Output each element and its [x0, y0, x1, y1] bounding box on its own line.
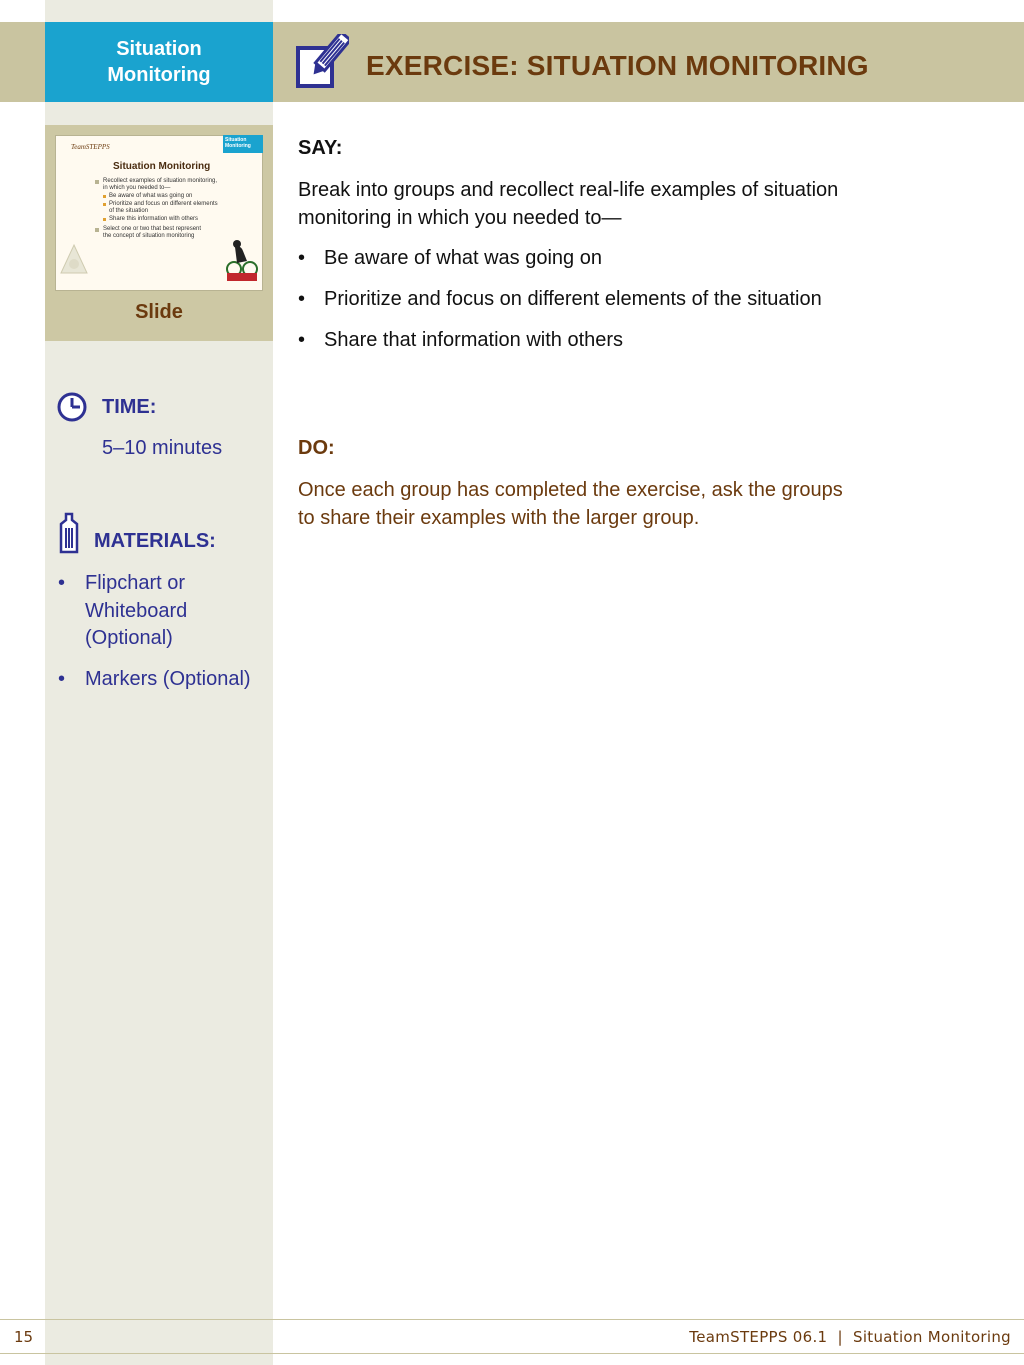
say-text: Break into groups and recollect real-life examples of situation monitoring in which you needed to—: [298, 179, 839, 229]
list-item: [58, 570, 258, 653]
materials-item: Markers (Optional): [85, 667, 251, 690]
thumbnail-bullet: [95, 180, 99, 184]
thumbnail-section-tab: Situation Monitoring: [223, 135, 263, 153]
footer-divider: [0, 1319, 1024, 1320]
thumbnail-sub-bullet: [103, 195, 106, 198]
thumbnail-brand: TeamSTEPPS: [71, 143, 110, 151]
page-number: 15: [14, 1328, 34, 1346]
say-bullet: Be aware of what was going on: [324, 247, 602, 269]
time-label: TIME:: [102, 396, 157, 418]
bullet-dot: •: [298, 288, 306, 310]
clock-icon: [56, 390, 88, 422]
say-bullet: Prioritize and focus on different elements of the situation: [324, 288, 822, 310]
materials-list: [58, 570, 258, 706]
thumbnail-line: Be aware of what was going on: [109, 193, 193, 199]
list-item: [298, 286, 858, 314]
jar-icon: [58, 512, 80, 554]
slide-thumbnail: [55, 135, 263, 291]
bullet-dot: •: [58, 667, 66, 690]
bullet-dot: •: [58, 572, 66, 594]
thumbnail-line: Recollect examples of situation monitoring,: [103, 178, 218, 184]
footer-text: TeamSTEPPS 06.1 | Situation Monitoring: [689, 1328, 1011, 1346]
thumbnail-sub-bullet: [103, 218, 106, 221]
time-value: 5–10 minutes: [102, 437, 223, 459]
pencil-note-icon: [295, 34, 349, 90]
bullet-dot: •: [298, 247, 306, 269]
bullet-dot: •: [298, 329, 306, 351]
materials-item: Flipchart or Whiteboard (Optional): [85, 572, 188, 649]
materials-label: MATERIALS:: [94, 530, 216, 552]
triangle-logo-icon: [59, 243, 89, 277]
say-bullet-list: [298, 245, 858, 368]
list-item: [298, 245, 858, 273]
thumbnail-line: of the situation: [109, 208, 149, 214]
slide-label: Slide: [135, 301, 183, 323]
do-text: Once each group has completed the exercise, ask the groups to share their examples with the larger group.: [298, 479, 843, 529]
thumbnail-bullet: [95, 228, 99, 232]
thumbnail-line: Share this information with others: [109, 216, 199, 222]
list-item: [58, 666, 258, 694]
cyclist-illustration-icon: [225, 237, 259, 283]
do-label: DO:: [298, 437, 335, 459]
thumbnail-line: in which you needed to—: [103, 185, 171, 191]
section-tab: [45, 22, 273, 102]
thumbnail-line: Prioritize and focus on different elements: [109, 201, 218, 207]
section-tab-label: Situation Monitoring: [107, 38, 211, 86]
say-bullet: Share that information with others: [324, 329, 624, 351]
footer-divider: [0, 1353, 1024, 1354]
page-title: EXERCISE: SITUATION MONITORING: [366, 50, 869, 81]
thumbnail-sub-bullet: [103, 203, 106, 206]
say-label: SAY:: [298, 137, 343, 159]
thumbnail-line: Select one or two that best represent: [103, 226, 202, 232]
thumbnail-title: Situation Monitoring: [113, 161, 211, 172]
list-item: [298, 327, 858, 355]
thumbnail-line: the concept of situation monitoring: [103, 233, 195, 239]
